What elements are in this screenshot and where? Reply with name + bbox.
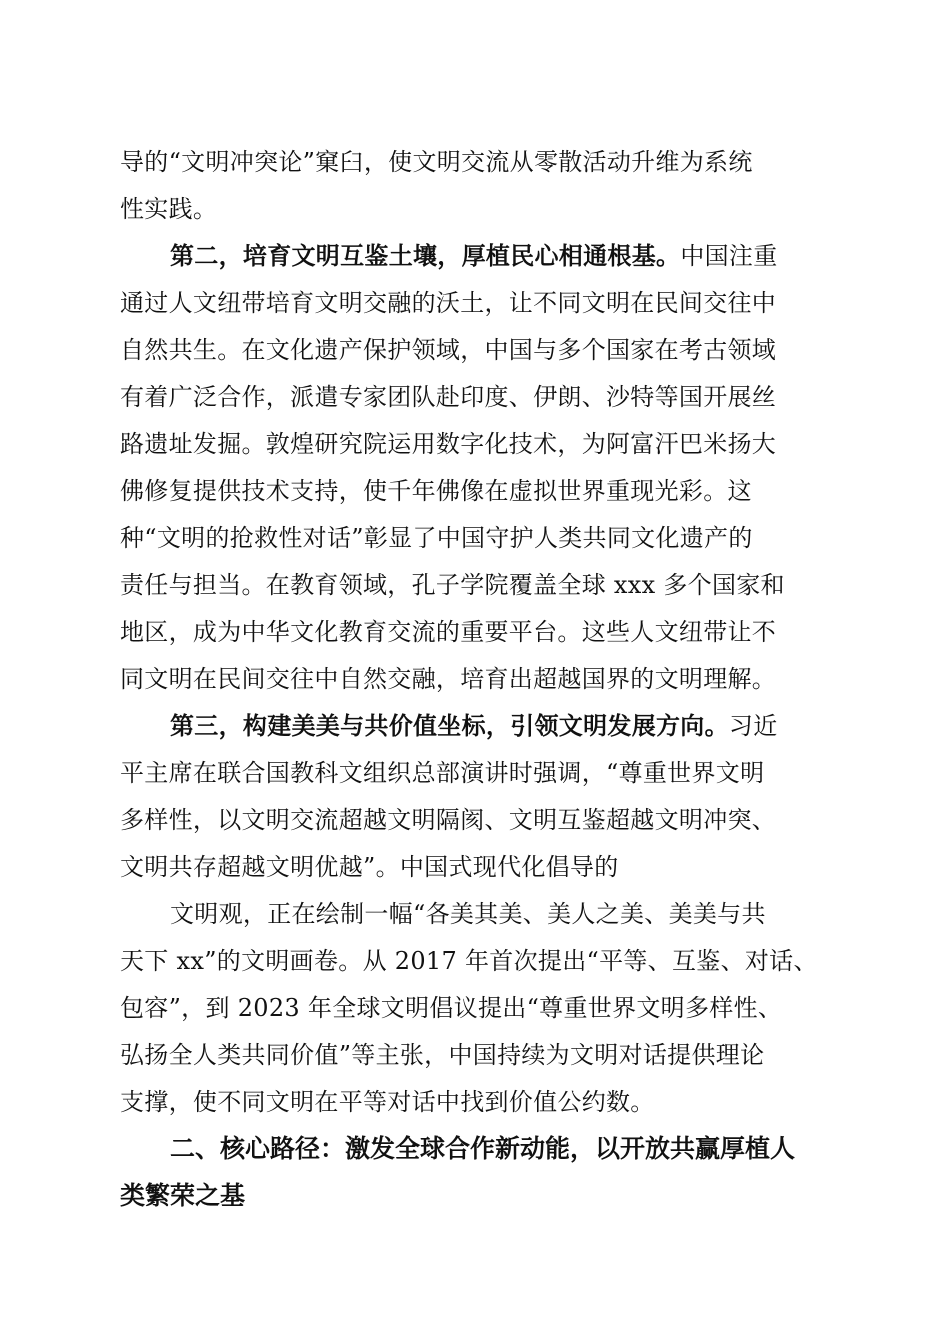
paragraph-2-first-line [170, 236, 778, 276]
paragraph-2-line: 佛修复提供技术支持，使千年佛像在虚拟世界重现光彩。这 [120, 477, 752, 505]
paragraph-1-line-2: 性实践。 [120, 195, 218, 223]
paragraph-2-line: 有着广泛合作，派遣专家团队赴印度、伊朗、沙特等国开展丝 [120, 383, 777, 411]
paragraph-2-line: 种“文明的抢救性对话”彰显了中国守护人类共同文化遗产的 [120, 524, 753, 552]
paragraph-3-lead: 第三，构建美美与共价值坐标，引领文明发展方向。 [170, 712, 729, 740]
paragraph-3-line: 多样性，以文明交流超越文明隔阂、文明互鉴超越文明冲突、 [120, 806, 777, 834]
paragraph-3-line: 文明共存超越文明优越”。中国式现代化倡导的 [120, 853, 619, 881]
paragraph-2-line: 路遗址发掘。敦煌研究院运用数字化技术，为阿富汗巴米扬大 [120, 430, 777, 458]
paragraph-3-lead-rest: 习近 [728, 712, 778, 740]
paragraph-4-line: 支撑，使不同文明在平等对话中找到价值公约数。 [120, 1088, 655, 1116]
paragraph-2-lead-rest: 中国注重 [680, 242, 778, 270]
paragraph-4-line: 弘扬全人类共同价值”等主张，中国持续为文明对话提供理论 [120, 1041, 765, 1069]
paragraph-3-line: 平主席在联合国教科文组织总部演讲时强调，“尊重世界文明 [120, 759, 765, 787]
paragraph-3-first-line [170, 706, 778, 746]
paragraph-2-line: 通过人文纽带培育文明交融的沃土，让不同文明在民间交往中 [120, 289, 777, 317]
paragraph-4-line: 天下 xx”的文明画卷。从 2017 年首次提出“平等、互鉴、对话、 [120, 947, 818, 975]
paragraph-4-line: 文明观，正在绘制一幅“各美其美、美人之美、美美与共 [170, 900, 766, 928]
paragraph-2-line: 同文明在民间交往中自然交融，培育出超越国界的文明理解。 [120, 665, 777, 693]
section-heading-line-2: 类繁荣之基 [120, 1181, 246, 1210]
paragraph-2-lead: 第二，培育文明互鉴土壤，厚植民心相通根基。 [170, 242, 681, 270]
paragraph-2-line: 地区，成为中华文化教育交流的重要平台。这些人文纽带让不 [120, 618, 777, 646]
paragraph-4-line: 包容”，到 2023 年全球文明倡议提出“尊重世界文明多样性、 [120, 994, 783, 1022]
paragraph-1-line-1: 导的“文明冲突论”窠臼，使文明交流从零散活动升维为系统 [120, 148, 753, 176]
paragraph-2-line: 自然共生。在文化遗产保护领域，中国与多个国家在考古领域 [120, 336, 777, 364]
section-heading-line-1: 二、核心路径：激发全球合作新动能，以开放共赢厚植人 [170, 1134, 796, 1163]
paragraph-2-line: 责任与担当。在教育领域，孔子学院覆盖全球 xxx 多个国家和 [120, 571, 785, 599]
